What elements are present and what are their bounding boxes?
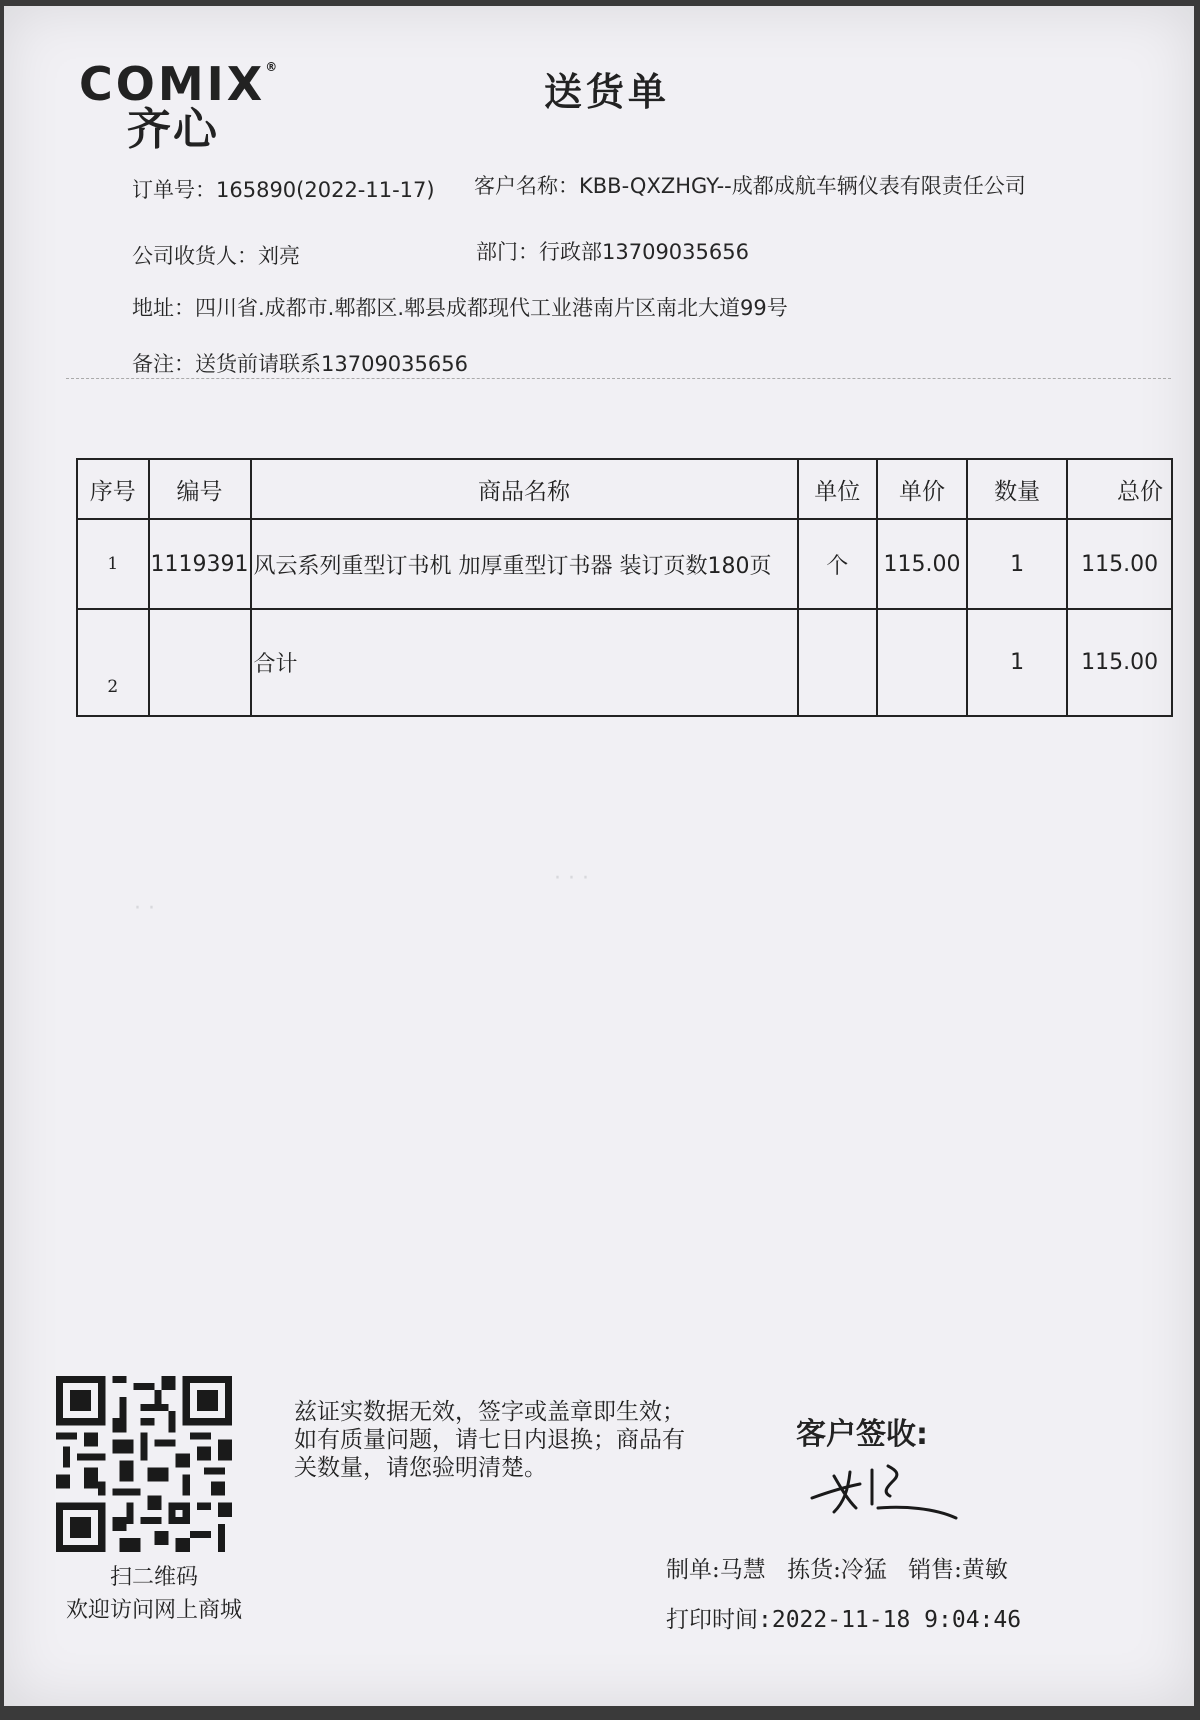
cell-unit: 个 bbox=[798, 519, 877, 609]
bleed-through-mark: · · bbox=[134, 896, 155, 921]
col-header-price: 单价 bbox=[877, 459, 967, 519]
print-time: 打印时间:2022-11-18 9:04:46 bbox=[666, 1607, 1022, 1633]
notice-text: 兹证实数据无效，签字或盖章即生效；如有质量问题，请七日内退换；商品有关数量，请您验明清楚。 bbox=[294, 1399, 685, 1481]
cell-unit bbox=[798, 609, 877, 716]
cell-code bbox=[149, 609, 251, 716]
remark: 备注：送货前请联系13709035656 bbox=[132, 352, 468, 376]
table-row bbox=[77, 609, 1172, 716]
bleed-through-mark: · · · bbox=[554, 866, 589, 891]
address: 地址：四川省.成都市.郫都区.郫县成都现代工业港南片区南北大道99号 bbox=[132, 296, 788, 320]
table-row bbox=[77, 519, 1172, 609]
col-header-total: 总价 bbox=[1067, 459, 1172, 519]
staff-line bbox=[666, 1551, 1022, 1584]
cell-total: 115.00 bbox=[1067, 609, 1172, 716]
items-table bbox=[76, 458, 1173, 717]
qr-caption-line1: 扫二维码 bbox=[109, 1565, 198, 1590]
logo-english: COMIX® bbox=[79, 57, 281, 111]
cell-code: 1119391 bbox=[149, 519, 251, 609]
document-title: 送货单 bbox=[544, 70, 671, 114]
picker: 拣货:冷猛 bbox=[787, 1557, 887, 1583]
col-header-index: 序号 bbox=[77, 459, 149, 519]
table-header-row bbox=[77, 459, 1172, 519]
divider bbox=[66, 378, 1171, 379]
cell-index: 2 bbox=[77, 609, 149, 716]
order-number: 订单号：165890(2022-11-17) bbox=[132, 178, 435, 202]
qr-code-icon bbox=[56, 1376, 232, 1552]
col-header-qty: 数量 bbox=[967, 459, 1067, 519]
col-header-product: 商品名称 bbox=[251, 459, 798, 519]
department: 部门：行政部13709035656 bbox=[476, 240, 749, 264]
sales: 销售:黄敏 bbox=[908, 1557, 1008, 1583]
col-header-unit: 单位 bbox=[798, 459, 877, 519]
recipient: 公司收货人：刘亮 bbox=[132, 244, 300, 268]
maker: 制单:马慧 bbox=[666, 1557, 766, 1583]
comix-logo bbox=[79, 57, 309, 155]
cell-price: 115.00 bbox=[877, 519, 967, 609]
customer-sign-label: 客户签收: bbox=[796, 1417, 928, 1452]
cell-price bbox=[877, 609, 967, 716]
cell-qty: 1 bbox=[967, 519, 1067, 609]
cell-index: 1 bbox=[77, 519, 149, 609]
cell-product: 合计 bbox=[251, 609, 798, 716]
cell-product: 风云系列重型订书机 加厚重型订书器 装订页数180页 bbox=[251, 519, 798, 609]
qr-caption bbox=[44, 1561, 264, 1627]
qr-caption-line2: 欢迎访问网上商城 bbox=[65, 1598, 242, 1623]
cell-total: 115.00 bbox=[1067, 519, 1172, 609]
cell-qty: 1 bbox=[967, 609, 1067, 716]
customer-name: 客户名称：KBB-QXZHGY--成都成航车辆仪表有限责任公司 bbox=[474, 174, 1026, 198]
col-header-code: 编号 bbox=[149, 459, 251, 519]
delivery-note-paper bbox=[4, 6, 1194, 1706]
logo-chinese: 齐心 bbox=[127, 104, 219, 155]
signature-image bbox=[804, 1446, 964, 1526]
